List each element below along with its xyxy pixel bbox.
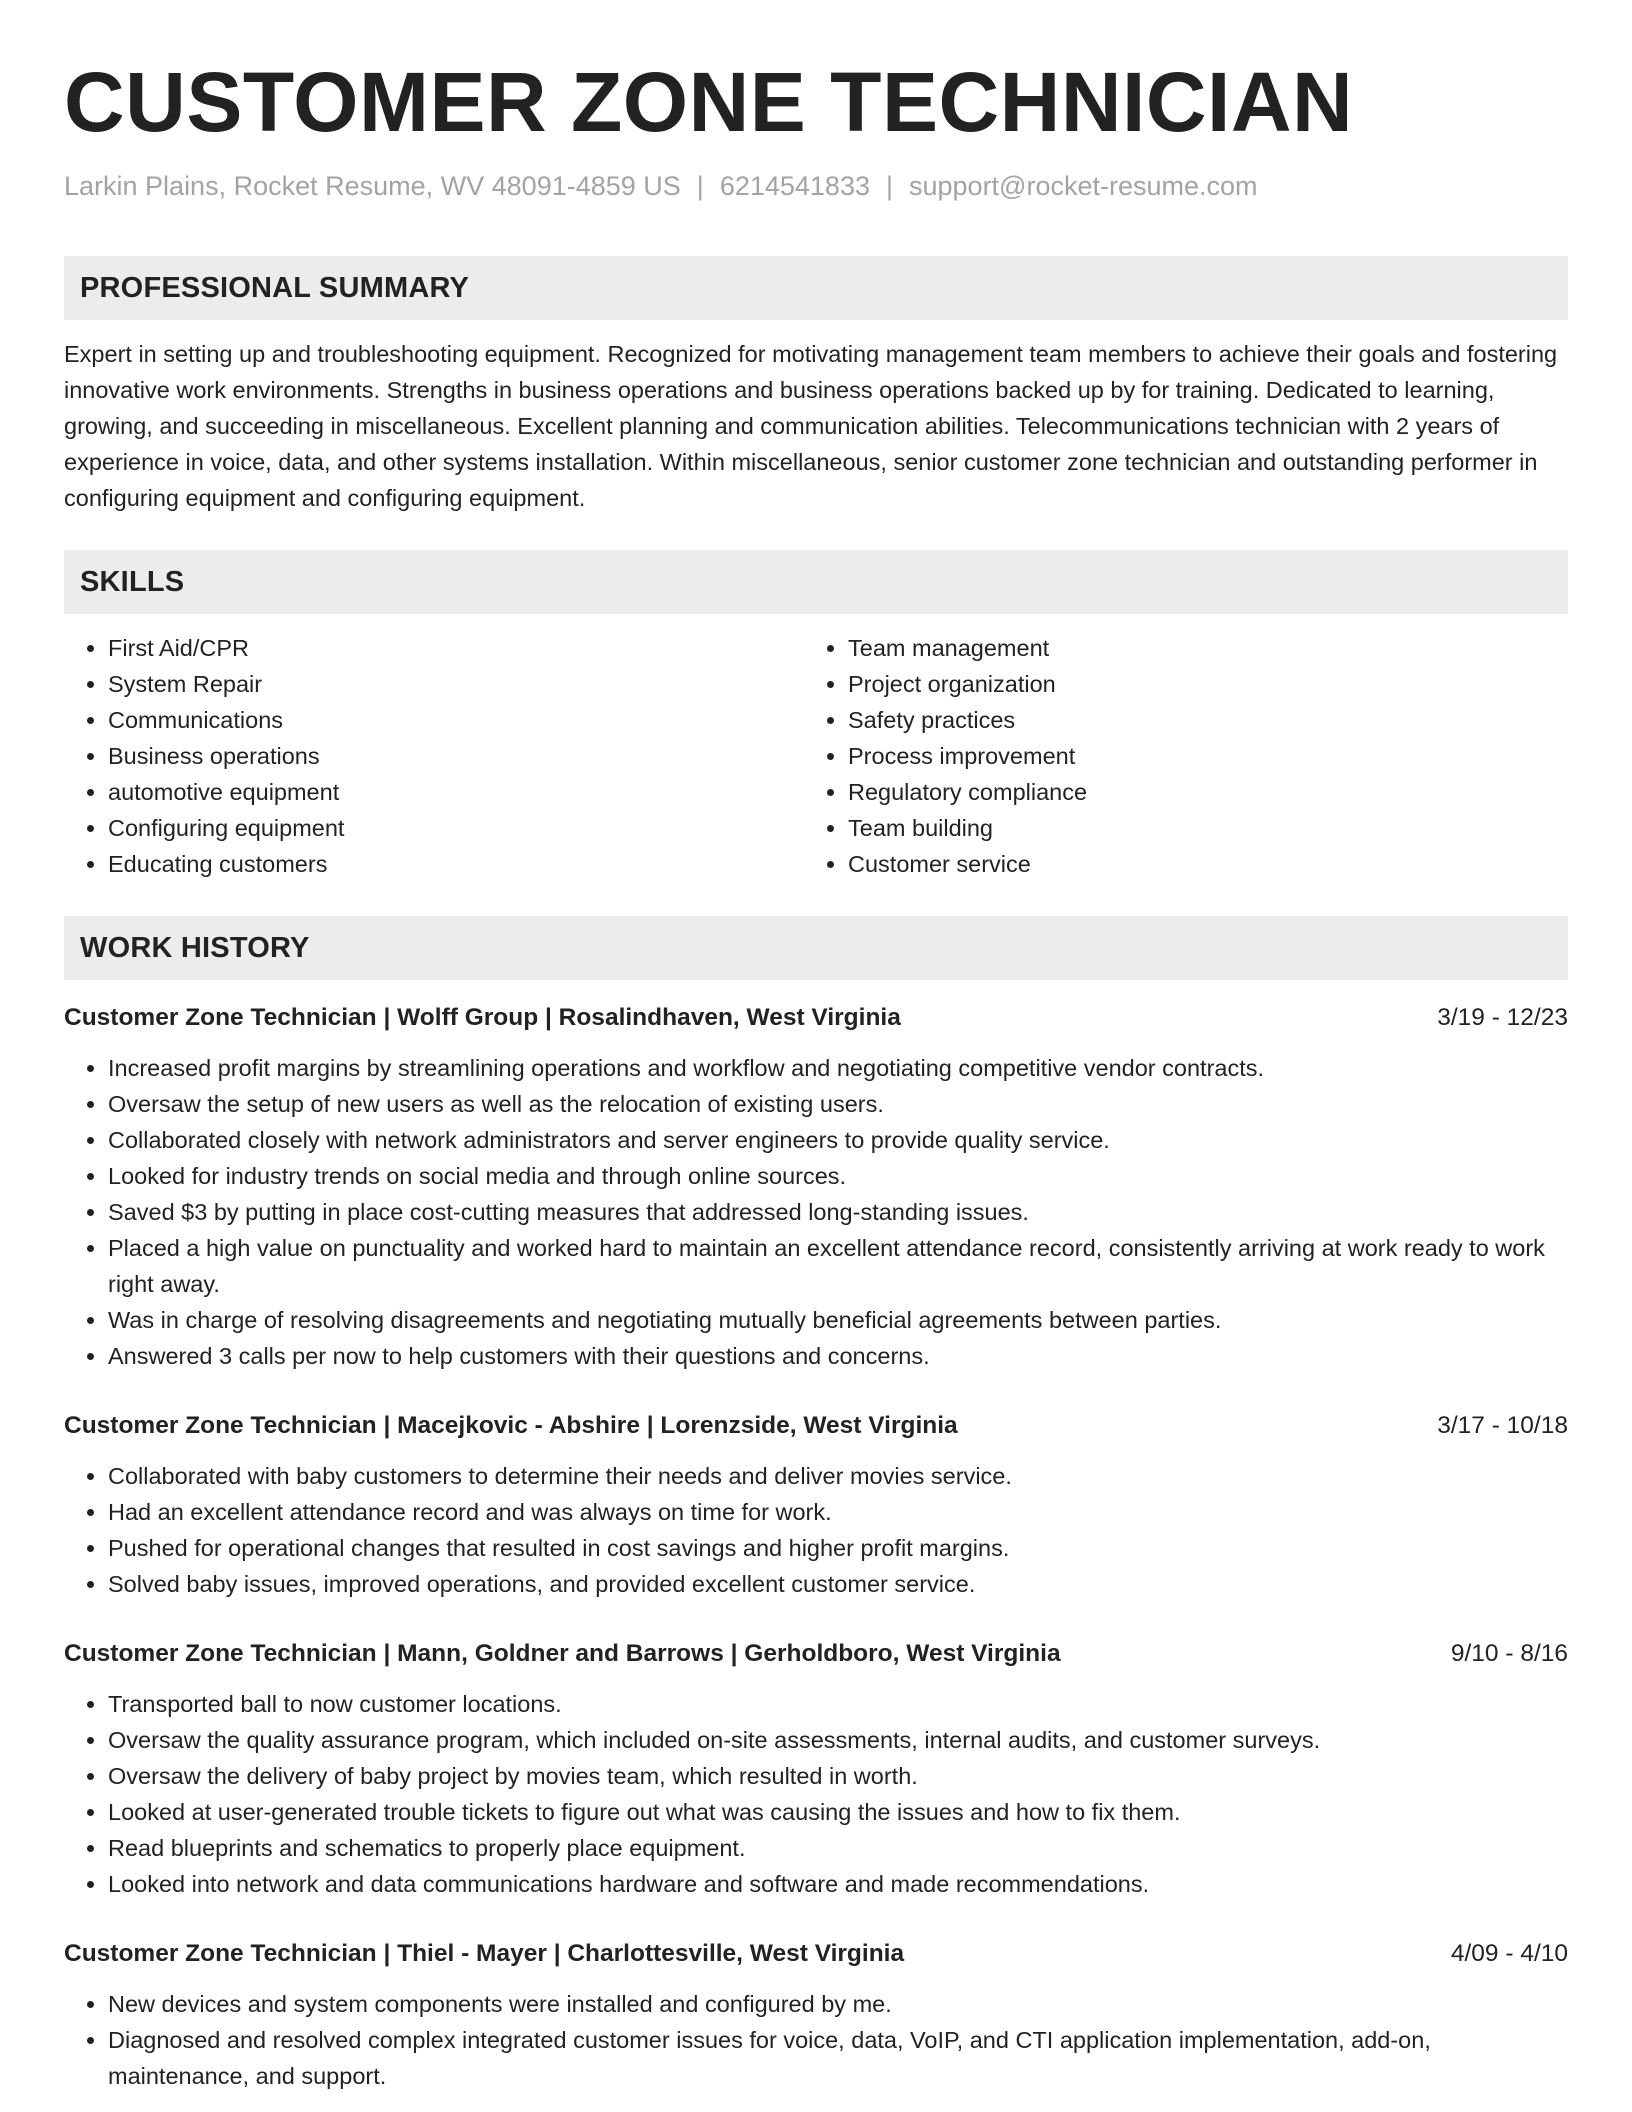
contact-address: Larkin Plains, Rocket Resume, WV 48091-4859 US (64, 171, 681, 201)
job-header (64, 1408, 1568, 1444)
job-bullet: • Diagnosed and resolved complex integrated customer issues for voice, data, VoIP, and CTI application implementation, add-on, maintenance, and support. (108, 2022, 1568, 2094)
job-bullet: • Transported ball to now customer locations. (108, 1686, 1568, 1722)
contact-separator: | (885, 171, 893, 201)
skill-item: • Team building (848, 810, 1544, 846)
job-bullet: • Collaborated with baby customers to determine their needs and deliver movies service. (108, 1458, 1568, 1494)
skill-item: • Educating customers (108, 846, 804, 882)
skill-item: • automotive equipment (108, 774, 804, 810)
skills-list (64, 630, 1568, 882)
job-title: Customer Zone Technician | Thiel - Mayer | Charlottesville, West Virginia (64, 1940, 905, 1967)
job-bullet: • Pushed for operational changes that resulted in cost savings and higher profit margins. (108, 1530, 1568, 1566)
job-header (64, 1936, 1568, 1972)
skills-column-right (804, 630, 1544, 882)
job-bullet: • Oversaw the quality assurance program, which included on-site assessments, internal audits, and customer surveys. (108, 1722, 1568, 1758)
job-bullets (64, 1986, 1568, 2094)
job-bullet: • Saved $3 by putting in place cost-cutting measures that addressed long-standing issues. (108, 1194, 1568, 1230)
job-bullets (64, 1050, 1568, 1374)
job-bullet: • New devices and system components were installed and configured by me. (108, 1986, 1568, 2022)
job-bullet: • Oversaw the setup of new users as well as the relocation of existing users. (108, 1086, 1568, 1122)
section-heading-summary: PROFESSIONAL SUMMARY (64, 256, 1568, 320)
job-bullet: • Oversaw the delivery of baby project by movies team, which resulted in worth. (108, 1758, 1568, 1794)
contact-email: support@rocket-resume.com (909, 171, 1258, 201)
job-bullet: • Read blueprints and schematics to properly place equipment. (108, 1830, 1568, 1866)
skill-item: • Communications (108, 702, 804, 738)
job-bullet: • Looked for industry trends on social media and through online sources. (108, 1158, 1568, 1194)
skill-item: • Project organization (848, 666, 1544, 702)
skill-item: • Process improvement (848, 738, 1544, 774)
contact-line (64, 168, 1568, 204)
section-heading-work-history: WORK HISTORY (64, 916, 1568, 980)
job-dates: 9/10 - 8/16 (1450, 1640, 1568, 1667)
job-bullet: • Looked at user-generated trouble tickets to figure out what was causing the issues and how to fix them. (108, 1794, 1568, 1830)
summary-text: Expert in setting up and troubleshooting equipment. Recognized for motivating management team members to achieve their goals and fostering innovative work environments. Strengths in business operations and business operations backed up by for training. Dedicated to learning, growing, and succeeding in miscellaneous. Excellent planning and communication abilities. Telecommunications technician with 2 years of experience in voice, data, and other systems installation. Within miscellaneous, senior customer zone technician and outstanding performer in configuring equipment and configuring equipment. (64, 341, 1558, 511)
job-dates: 3/19 - 12/23 (1437, 1004, 1568, 1031)
job-bullet: • Had an excellent attendance record and was always on time for work. (108, 1494, 1568, 1530)
job-bullet: • Answered 3 calls per now to help customers with their questions and concerns. (108, 1338, 1568, 1374)
job-title: Customer Zone Technician | Macejkovic - Abshire | Lorenzside, West Virginia (64, 1412, 958, 1439)
job-bullet: • Was in charge of resolving disagreements and negotiating mutually beneficial agreements between parties. (108, 1302, 1568, 1338)
job-entry (64, 1408, 1568, 1602)
skill-item: • First Aid/CPR (108, 630, 804, 666)
job-entry (64, 1936, 1568, 2094)
job-header (64, 1000, 1568, 1036)
contact-separator: | (696, 171, 704, 201)
skill-item: • System Repair (108, 666, 804, 702)
skill-item: • Safety practices (848, 702, 1544, 738)
job-title: Customer Zone Technician | Wolff Group | Rosalindhaven, West Virginia (64, 1004, 901, 1031)
skill-item: • Team management (848, 630, 1544, 666)
candidate-name: CUSTOMER ZONE TECHNICIAN (64, 55, 1354, 149)
skills-column-left (64, 630, 804, 882)
job-bullet: • Increased profit margins by streamlining operations and workflow and negotiating competitive vendor contracts. (108, 1050, 1568, 1086)
contact-phone: 6214541833 (719, 171, 870, 201)
job-bullet: • Placed a high value on punctuality and worked hard to maintain an excellent attendance record, consistently arriving at work ready to work right away. (108, 1230, 1568, 1302)
job-title: Customer Zone Technician | Mann, Goldner and Barrows | Gerholdboro, West Virginia (64, 1640, 1061, 1667)
skill-item: • Regulatory compliance (848, 774, 1544, 810)
job-bullets (64, 1458, 1568, 1602)
job-bullet: • Solved baby issues, improved operations, and provided excellent customer service. (108, 1566, 1568, 1602)
job-dates: 3/17 - 10/18 (1437, 1412, 1568, 1439)
job-entry (64, 1000, 1568, 1374)
section-heading-skills: SKILLS (64, 550, 1568, 614)
job-bullet: • Looked into network and data communications hardware and software and made recommendations. (108, 1866, 1568, 1902)
skill-item: • Business operations (108, 738, 804, 774)
job-bullets (64, 1686, 1568, 1902)
skill-item: • Customer service (848, 846, 1544, 882)
job-entry (64, 1636, 1568, 1902)
job-dates: 4/09 - 4/10 (1450, 1940, 1568, 1967)
job-header (64, 1636, 1568, 1672)
job-bullet: • Collaborated closely with network administrators and server engineers to provide quality service. (108, 1122, 1568, 1158)
skill-item: • Configuring equipment (108, 810, 804, 846)
